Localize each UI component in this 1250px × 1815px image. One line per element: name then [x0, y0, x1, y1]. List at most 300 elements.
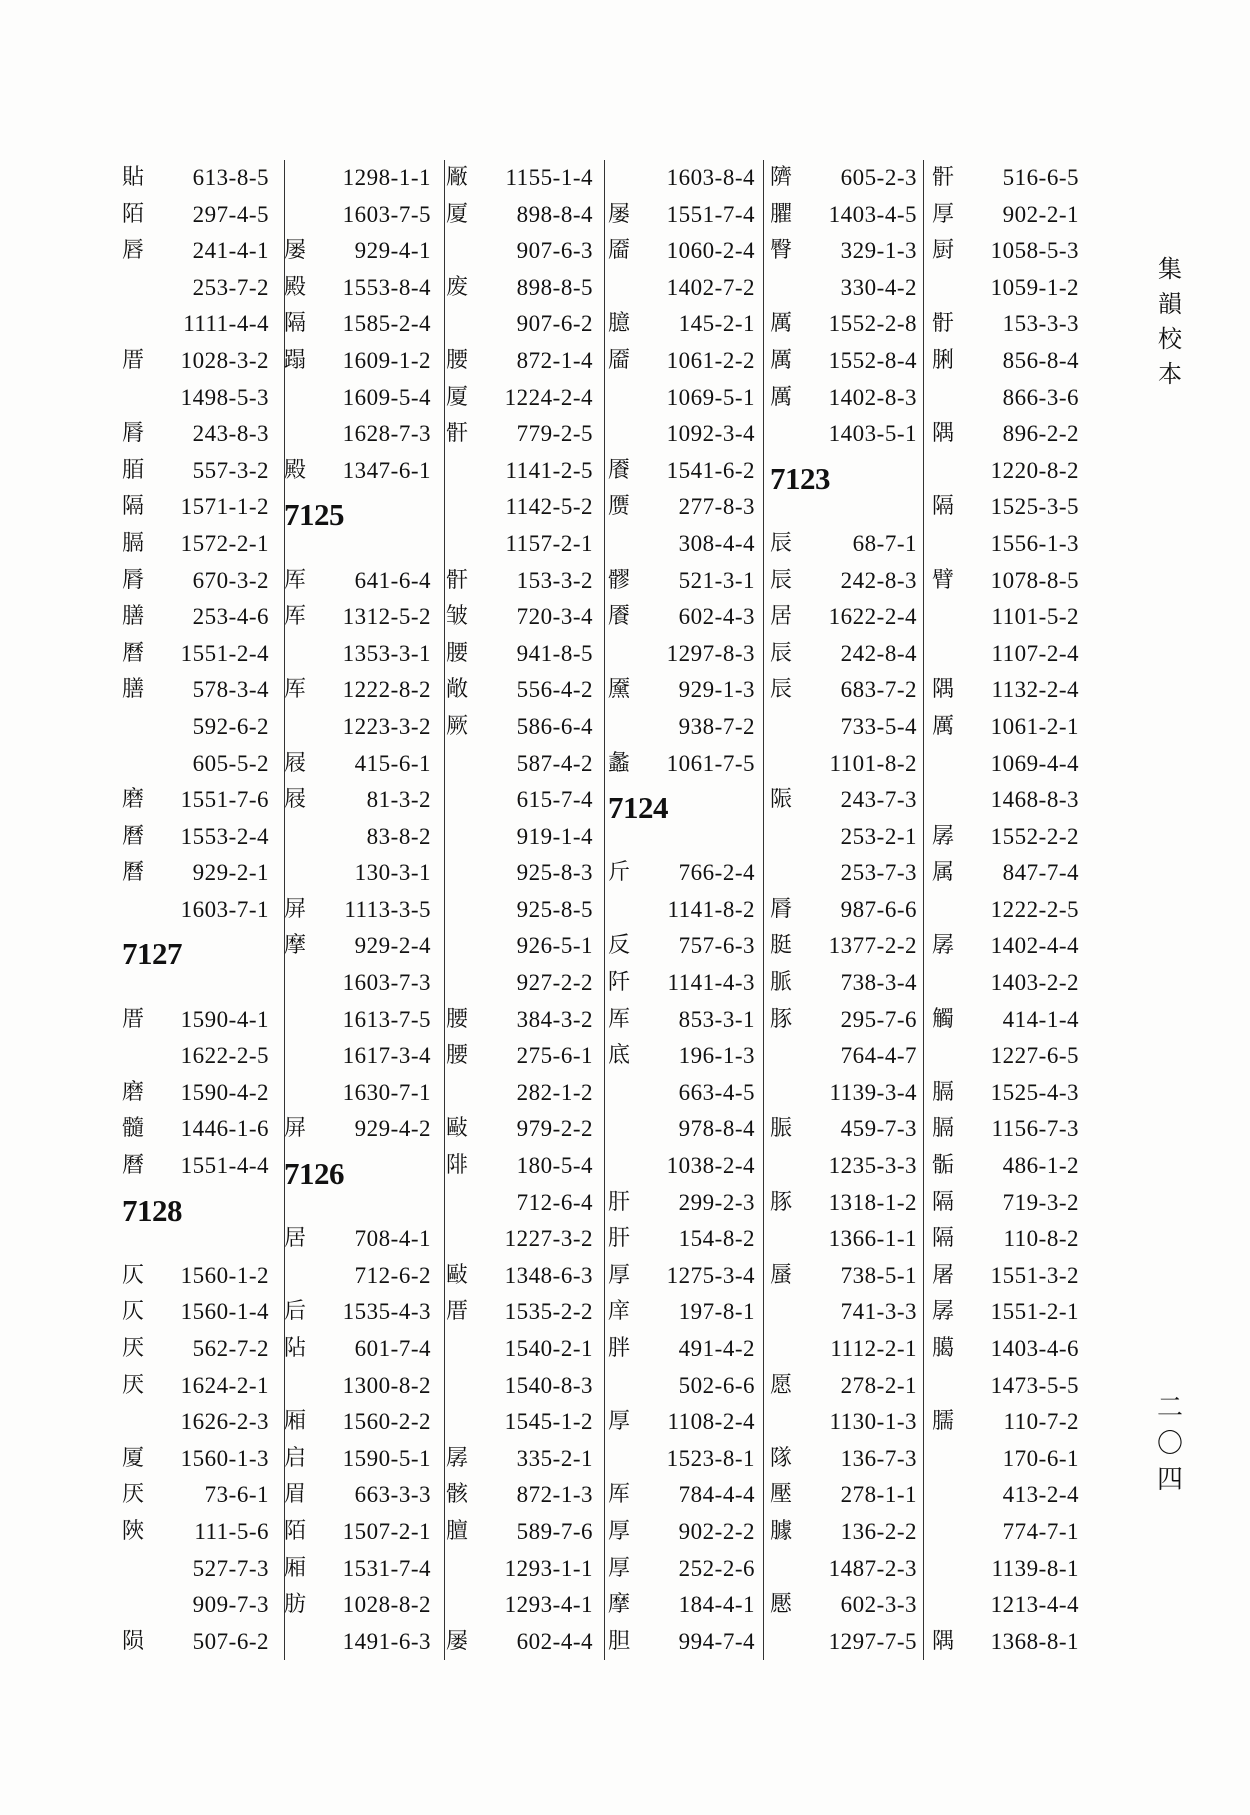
index-entry [932, 1002, 1087, 1039]
index-entry [932, 1477, 1087, 1514]
entry-reference: 1525-4-3 [990, 1079, 1079, 1105]
section-heading [770, 453, 925, 526]
entry-character: 骭 [446, 567, 469, 593]
entry-reference: 719-3-2 [1002, 1189, 1079, 1215]
entry-reference: 1220-8-2 [990, 457, 1079, 483]
entry-reference: 295-7-6 [840, 1006, 917, 1032]
entry-reference: 1613-7-5 [342, 1006, 431, 1032]
entry-reference: 1113-3-5 [344, 896, 431, 922]
entry-character: 厦 [446, 201, 469, 227]
entry-character: 豚 [770, 1006, 793, 1032]
entry-reference: 184-4-1 [678, 1592, 755, 1618]
entry-reference: 1560-2-2 [342, 1409, 431, 1435]
entry-reference: 712-6-4 [516, 1189, 593, 1215]
entry-reference: 602-4-4 [516, 1628, 593, 1654]
entry-character: 厲 [932, 713, 955, 739]
entry-character: 启 [284, 1445, 307, 1471]
index-entry [284, 233, 439, 270]
index-entry [446, 636, 601, 673]
entry-character: 觸 [932, 1006, 955, 1032]
entry-reference: 1446-1-6 [180, 1116, 269, 1142]
index-entry [770, 709, 925, 746]
entry-reference: 1107-2-4 [991, 640, 1079, 666]
index-entry [446, 343, 601, 380]
index-entry [446, 709, 601, 746]
index-entry [932, 1404, 1087, 1441]
index-entry [284, 1551, 439, 1588]
index-entry [608, 1075, 763, 1112]
index-entry [932, 380, 1087, 417]
entry-character: 懕 [770, 1592, 793, 1618]
entry-character: 臄 [770, 1518, 793, 1544]
entry-reference: 242-8-3 [840, 567, 917, 593]
index-entry [446, 1331, 601, 1368]
entry-reference: 253-7-2 [192, 274, 269, 300]
index-entry [122, 526, 277, 563]
entry-reference: 1585-2-4 [342, 311, 431, 337]
index-entry [284, 343, 439, 380]
entry-reference: 1293-1-1 [504, 1555, 593, 1581]
entry-reference: 154-8-2 [678, 1226, 755, 1252]
entry-reference: 278-1-1 [840, 1482, 917, 1508]
index-entry [932, 892, 1087, 929]
index-entry [284, 1514, 439, 1551]
entry-character: 磨 [122, 1079, 145, 1105]
entry-reference: 1223-3-2 [342, 713, 431, 739]
index-entry [932, 489, 1087, 526]
index-entry [284, 1111, 439, 1148]
entry-character: 厦 [446, 384, 469, 410]
index-entry [284, 1331, 439, 1368]
index-entry [932, 1221, 1087, 1258]
index-entry [122, 197, 277, 234]
entry-reference: 330-4-2 [840, 274, 917, 300]
index-entry [122, 746, 277, 783]
entry-character: 磨 [122, 787, 145, 813]
entry-character: 陫 [446, 1153, 469, 1179]
entry-reference: 1402-7-2 [666, 274, 755, 300]
entry-reference: 994-7-4 [678, 1628, 755, 1654]
index-entry [932, 1258, 1087, 1295]
entry-reference: 241-4-1 [192, 238, 269, 264]
entry-character: 底 [608, 1043, 631, 1069]
entry-reference: 1112-2-1 [830, 1336, 917, 1361]
entry-character: 臑 [932, 1409, 955, 1435]
index-entry [770, 928, 925, 965]
entry-character: 髎 [608, 567, 631, 593]
entry-reference: 1298-1-1 [342, 165, 431, 190]
entry-reference: 683-7-2 [840, 677, 917, 703]
entry-character: 屠 [932, 1262, 955, 1288]
entry-reference: 253-7-3 [840, 860, 917, 886]
section-heading [122, 1185, 277, 1258]
index-entry [446, 1258, 601, 1295]
index-entry [932, 855, 1087, 892]
entry-reference: 1556-1-3 [990, 530, 1079, 556]
entry-reference: 459-7-3 [840, 1116, 917, 1142]
entry-reference: 1038-2-4 [666, 1153, 755, 1179]
section-number: 7128 [122, 1192, 182, 1228]
entry-reference: 1157-2-1 [505, 530, 593, 556]
index-entry [446, 270, 601, 307]
entry-character: 厲 [770, 384, 793, 410]
entry-character: 厝 [122, 347, 145, 373]
index-entry [770, 526, 925, 563]
index-entry [446, 599, 601, 636]
entry-character: 陌 [284, 1518, 307, 1544]
entry-character: 靥 [608, 238, 631, 264]
index-entry [608, 1477, 763, 1514]
entry-character: 隔 [284, 311, 307, 337]
index-entry [446, 197, 601, 234]
index-entry [284, 782, 439, 819]
entry-character: 属 [932, 860, 955, 886]
entry-character: 豚 [770, 1189, 793, 1215]
index-entry [446, 380, 601, 417]
index-entry [284, 928, 439, 965]
section-number: 7125 [284, 497, 344, 533]
index-entry [608, 1221, 763, 1258]
entry-character: 摩 [608, 1592, 631, 1618]
entry-reference: 929-2-1 [192, 860, 269, 886]
entry-reference: 926-5-1 [516, 933, 593, 959]
entry-character: 愿 [770, 1372, 793, 1398]
entry-character: 屐 [284, 750, 307, 776]
entry-character: 辰 [770, 530, 793, 556]
entry-character: 脣 [122, 567, 145, 593]
entry-reference: 1403-4-6 [990, 1336, 1079, 1361]
entry-character: 臂 [932, 567, 955, 593]
entry-reference: 1590-4-1 [180, 1006, 269, 1032]
entry-reference: 557-3-2 [192, 457, 269, 483]
entry-reference: 197-8-1 [678, 1299, 755, 1325]
index-entry [770, 1477, 925, 1514]
index-entry [446, 453, 601, 490]
index-entry [608, 1368, 763, 1405]
index-entry [446, 1368, 601, 1405]
index-entry [770, 1221, 925, 1258]
entry-character: 膻 [446, 1518, 469, 1544]
entry-character: 脈 [770, 970, 793, 996]
index-entry [122, 160, 277, 197]
entry-reference: 1235-3-3 [828, 1153, 917, 1179]
entry-reference: 757-6-3 [678, 933, 755, 959]
entry-character: 曆 [122, 1153, 145, 1179]
entry-reference: 1297-7-5 [828, 1628, 917, 1654]
index-entry [122, 416, 277, 453]
entry-character: 脤 [770, 1116, 793, 1142]
entry-reference: 1491-6-3 [342, 1628, 431, 1654]
index-entry [284, 709, 439, 746]
entry-character: 陌 [122, 201, 145, 227]
entry-reference: 978-8-4 [678, 1116, 755, 1142]
entry-character: 骺 [932, 1153, 955, 1179]
entry-character: 蠡 [608, 750, 631, 776]
index-entry [770, 197, 925, 234]
index-entry [122, 1514, 277, 1551]
entry-reference: 1531-7-4 [342, 1555, 431, 1581]
index-entry [932, 1185, 1087, 1222]
entry-reference: 1293-4-1 [504, 1592, 593, 1618]
entry-reference: 589-7-6 [516, 1518, 593, 1544]
entry-character: 黡 [608, 677, 631, 703]
index-entry [608, 746, 763, 783]
entry-character: 屏 [284, 1116, 307, 1142]
entry-reference: 414-1-4 [1002, 1006, 1079, 1032]
entry-reference: 253-4-6 [192, 604, 269, 630]
index-entry [446, 1148, 601, 1185]
index-entry [770, 233, 925, 270]
entry-character: 阡 [608, 970, 631, 996]
entry-character: 膳 [122, 604, 145, 630]
entry-character: 皱 [446, 604, 469, 630]
entry-reference: 1551-2-4 [180, 640, 269, 666]
entry-character: 貼 [122, 165, 145, 190]
entry-reference: 1609-1-2 [342, 347, 431, 373]
index-entry [608, 855, 763, 892]
entry-reference: 1403-5-1 [828, 421, 917, 447]
entry-reference: 1108-2-4 [667, 1409, 755, 1435]
index-entry [770, 855, 925, 892]
entry-reference: 73-6-1 [204, 1482, 269, 1508]
entry-reference: 491-4-2 [678, 1336, 755, 1361]
entry-reference: 941-8-5 [516, 640, 593, 666]
index-entry [446, 233, 601, 270]
index-entry [446, 1551, 601, 1588]
index-entry [932, 636, 1087, 673]
index-entry [284, 1587, 439, 1624]
entry-reference: 1552-2-2 [990, 823, 1079, 849]
book-title-char: 集 [1158, 255, 1182, 283]
page-number [1150, 1390, 1190, 1498]
index-entry [932, 709, 1087, 746]
entry-reference: 1603-7-3 [342, 970, 431, 996]
entry-character: 辰 [770, 677, 793, 703]
entry-reference: 1377-2-2 [828, 933, 917, 959]
entry-character: 厍 [608, 1006, 631, 1032]
index-entry [770, 1514, 925, 1551]
index-entry [932, 672, 1087, 709]
entry-reference: 136-7-3 [840, 1445, 917, 1471]
entry-reference: 1617-3-4 [342, 1043, 431, 1069]
entry-reference: 663-4-5 [678, 1079, 755, 1105]
entry-character: 眉 [284, 1482, 307, 1508]
entry-reference: 1139-8-1 [991, 1555, 1079, 1581]
entry-reference: 929-4-1 [354, 238, 431, 264]
index-column [284, 160, 439, 1660]
section-heading [122, 928, 277, 1001]
entry-character: 敺 [446, 1116, 469, 1142]
entry-reference: 578-3-4 [192, 677, 269, 703]
entry-character: 屏 [284, 896, 307, 922]
index-entry [446, 1514, 601, 1551]
entry-reference: 1403-4-5 [828, 201, 917, 227]
index-entry [446, 416, 601, 453]
entry-reference: 1590-4-2 [180, 1079, 269, 1105]
entry-character: 隅 [932, 677, 955, 703]
entry-reference: 180-5-4 [516, 1153, 593, 1179]
entry-reference: 1507-2-1 [342, 1518, 431, 1544]
index-entry [932, 270, 1087, 307]
entry-character: 敺 [446, 1262, 469, 1288]
entry-reference: 516-6-5 [1002, 165, 1079, 190]
index-entry [608, 1551, 763, 1588]
entry-reference: 1552-8-4 [828, 347, 917, 373]
entry-reference: 925-8-5 [516, 896, 593, 922]
entry-reference: 927-2-2 [516, 970, 593, 996]
entry-character: 骬 [932, 311, 955, 337]
index-entry [284, 453, 439, 490]
index-entry [446, 1075, 601, 1112]
index-entry [446, 563, 601, 600]
column-divider [444, 160, 445, 1660]
entry-reference: 774-7-1 [1002, 1518, 1079, 1544]
entry-reference: 708-4-1 [354, 1226, 431, 1252]
entry-character: 厌 [122, 1336, 145, 1361]
index-entry [770, 636, 925, 673]
index-entry [284, 270, 439, 307]
entry-character: 肝 [608, 1226, 631, 1252]
index-entry [932, 1294, 1087, 1331]
index-entry [122, 1441, 277, 1478]
entry-reference: 1541-6-2 [666, 457, 755, 483]
index-entry [770, 1368, 925, 1405]
index-column [446, 160, 601, 1660]
index-entry [122, 380, 277, 417]
column-divider [604, 160, 605, 1660]
book-title-char: 韻 [1158, 290, 1182, 318]
index-entry [284, 636, 439, 673]
index-entry [932, 1587, 1087, 1624]
entry-reference: 278-2-1 [840, 1372, 917, 1398]
entry-reference: 243-7-3 [840, 787, 917, 813]
index-entry [932, 1111, 1087, 1148]
book-title [1150, 252, 1190, 392]
entry-reference: 1141-2-5 [505, 457, 593, 483]
entry-reference: 1130-1-3 [829, 1409, 917, 1435]
entry-reference: 1551-2-1 [990, 1299, 1079, 1325]
entry-reference: 1156-7-3 [991, 1116, 1079, 1142]
index-entry [446, 1038, 601, 1075]
index-entry [284, 160, 439, 197]
entry-reference: 1498-5-3 [180, 384, 269, 410]
entry-reference: 1348-6-3 [504, 1262, 593, 1288]
index-entry [932, 233, 1087, 270]
entry-reference: 1525-3-5 [990, 494, 1079, 520]
entry-reference: 384-3-2 [516, 1006, 593, 1032]
index-entry [284, 197, 439, 234]
index-entry [446, 672, 601, 709]
index-entry [608, 270, 763, 307]
entry-reference: 562-7-2 [192, 1336, 269, 1361]
index-entry [770, 1587, 925, 1624]
index-column [770, 160, 925, 1660]
section-number: 7124 [608, 790, 668, 826]
entry-character: 庠 [608, 1299, 631, 1325]
index-entry [770, 1331, 925, 1368]
section-number: 7126 [284, 1156, 344, 1192]
entry-reference: 1603-8-4 [666, 165, 755, 190]
entry-reference: 243-8-3 [192, 421, 269, 447]
index-entry [122, 1587, 277, 1624]
index-entry [122, 819, 277, 856]
entry-reference: 1058-5-3 [990, 238, 1079, 264]
book-title-char: 本 [1158, 360, 1182, 388]
entry-character: 孱 [446, 1445, 469, 1471]
entry-character: 厚 [608, 1555, 631, 1581]
entry-reference: 130-3-1 [354, 860, 431, 886]
index-entry [446, 1111, 601, 1148]
entry-reference: 1403-2-2 [990, 970, 1079, 996]
entry-reference: 486-1-2 [1002, 1153, 1079, 1179]
entry-character: 陨 [122, 1628, 145, 1654]
index-entry [932, 819, 1087, 856]
index-entry [284, 1075, 439, 1112]
index-entry [932, 782, 1087, 819]
entry-reference: 741-3-3 [840, 1299, 917, 1325]
entry-character: 厚 [608, 1518, 631, 1544]
entry-reference: 853-3-1 [678, 1006, 755, 1032]
index-entry [608, 1587, 763, 1624]
index-entry [770, 672, 925, 709]
entry-character: 厍 [284, 567, 307, 593]
entry-character: 仄 [122, 1299, 145, 1325]
entry-reference: 277-8-3 [678, 494, 755, 520]
index-entry [284, 965, 439, 1002]
index-entry [608, 563, 763, 600]
entry-reference: 1101-5-2 [991, 604, 1079, 630]
index-entry [932, 160, 1087, 197]
index-entry [770, 1038, 925, 1075]
entry-reference: 1142-5-2 [505, 494, 593, 520]
entry-reference: 145-2-1 [678, 311, 755, 337]
entry-reference: 898-8-5 [516, 274, 593, 300]
index-entry [284, 599, 439, 636]
index-entry [122, 1038, 277, 1075]
entry-character: 摩 [284, 933, 307, 959]
entry-character: 餍 [608, 604, 631, 630]
entry-character: 辰 [770, 640, 793, 666]
entry-character: 反 [608, 933, 631, 959]
entry-character: 腰 [446, 1043, 469, 1069]
index-entry [122, 489, 277, 526]
entry-character: 曆 [122, 860, 145, 886]
entry-reference: 170-6-1 [1002, 1445, 1079, 1471]
index-entry [446, 855, 601, 892]
entry-character: 靥 [608, 347, 631, 373]
entry-reference: 1535-4-3 [342, 1299, 431, 1325]
entry-character: 腰 [446, 640, 469, 666]
index-entry [770, 1624, 925, 1661]
entry-character: 殿 [284, 274, 307, 300]
index-column [608, 160, 763, 1660]
index-entry [446, 1294, 601, 1331]
index-entry [608, 416, 763, 453]
entry-character: 隅 [932, 421, 955, 447]
entry-reference: 502-6-6 [678, 1372, 755, 1398]
entry-character: 厢 [284, 1409, 307, 1435]
entry-reference: 275-6-1 [516, 1043, 593, 1069]
index-entry [446, 160, 601, 197]
entry-reference: 898-8-4 [516, 201, 593, 227]
index-entry [122, 636, 277, 673]
section-number: 7123 [770, 460, 830, 496]
index-entry [770, 1185, 925, 1222]
entry-character: 腰 [446, 347, 469, 373]
index-entry [608, 672, 763, 709]
entry-character: 陙 [770, 787, 793, 813]
index-entry [122, 709, 277, 746]
